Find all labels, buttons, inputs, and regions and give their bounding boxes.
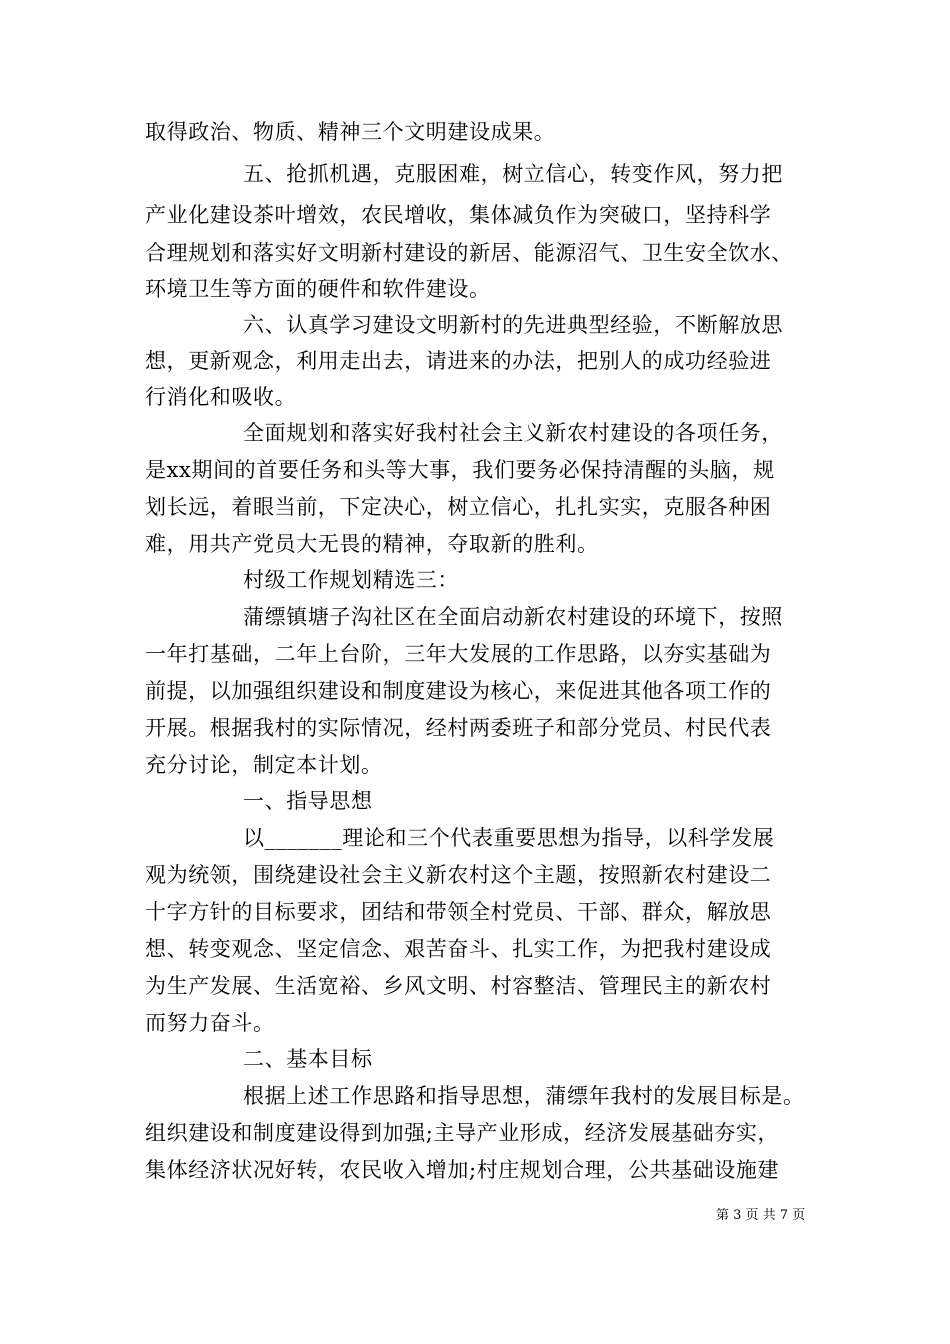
text-line: 而努力奋斗。 — [145, 1011, 275, 1035]
text-line: 取得政治、物质、精神三个文明建设成果。 — [145, 120, 556, 144]
text-line: 根据上述工作思路和指导思想，蒲缥年我村的发展目标是。 — [243, 1084, 805, 1108]
text-line: 十字方针的目标要求，团结和带领全村党员、干部、群众，解放思 — [145, 900, 772, 924]
section-heading: 一、指导思想 — [243, 789, 373, 813]
text-line: 合理规划和落实好文明新村建设的新居、能源沼气、卫生安全饮水、 — [145, 241, 793, 265]
text-line: 组织建设和制度建设得到加强;主导产业形成，经济发展基础夯实， — [145, 1121, 780, 1145]
text-line: 环境卫生等方面的硬件和软件建设。 — [145, 277, 491, 301]
text-line: 开展。根据我村的实际情况，经村两委班子和部分党员、村民代表 — [145, 716, 772, 740]
text-line: 想，更新观念，利用走出去，请进来的办法，把别人的成功经验进 — [145, 349, 772, 373]
text-line: 是xx期间的首要任务和头等大事，我们要务必保持清醒的头脑，规 — [145, 458, 775, 482]
text-line: 前提，以加强组织建设和制度建设为核心，来促进其他各项工作的 — [145, 679, 772, 703]
page-number: 第 3 页 共 7 页 — [716, 1208, 806, 1223]
text-line: 集体经济状况好转，农民收入增加;村庄规划合理，公共基础设施建 — [145, 1158, 780, 1182]
text-line: 村级工作规划精选三： — [243, 568, 459, 592]
text-line: 难，用共产党员大无畏的精神，夺取新的胜利。 — [145, 532, 599, 556]
text-line: 为生产发展、生活宽裕、乡风文明、村容整洁、管理民主的新农村 — [145, 974, 772, 998]
text-line: 全面规划和落实好我村社会主义新农村建设的各项任务， — [243, 421, 783, 445]
text-line: 六、认真学习建设文明新村的先进典型经验，不断解放思 — [243, 313, 783, 337]
text-line: 五、抢抓机遇，克服困难，树立信心，转变作风，努力把 — [243, 162, 783, 186]
text-line: 想、转变观念、坚定信念、艰苦奋斗、扎实工作，为把我村建设成 — [145, 937, 772, 961]
text-line: 一年打基础，二年上台阶，三年大发展的工作思路，以夯实基础为 — [145, 642, 772, 666]
text-line: 观为统领，围绕建设社会主义新农村这个主题，按照新农村建设二 — [145, 863, 772, 887]
text-line: 产业化建设茶叶增效，农民增收，集体减负作为突破口，坚持科学 — [145, 203, 772, 227]
text-line: 以_______理论和三个代表重要思想为指导，以科学发展 — [243, 826, 775, 850]
text-line: 充分讨论，制定本计划。 — [145, 753, 383, 777]
text-line: 划长远，着眼当前，下定决心，树立信心，扎扎实实，克服各种困 — [145, 495, 772, 519]
text-line: 蒲缥镇塘子沟社区在全面启动新农村建设的环境下，按照 — [243, 605, 783, 629]
text-line: 行消化和吸收。 — [145, 385, 297, 409]
section-heading: 二、基本目标 — [243, 1047, 373, 1071]
